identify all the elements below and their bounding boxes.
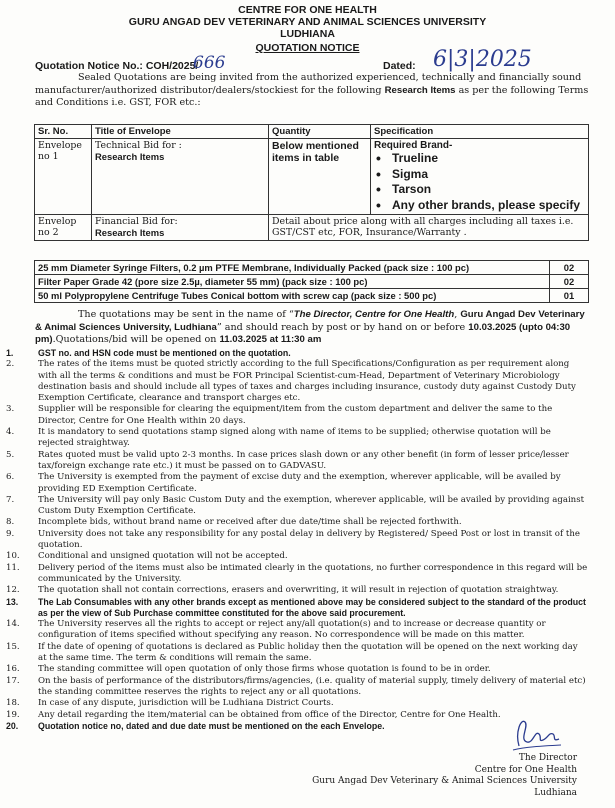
signature-block	[0, 753, 577, 799]
item-row	[35, 261, 589, 275]
term-text: The Lab Consumables with any other brands except as mentioned above may be considered subject to the standard of the product as per the view of Sub Purchase committee constituted for the above said procurement.	[38, 596, 586, 618]
intro-text-bold: Research Items	[384, 84, 456, 96]
term-text: If the date of opening of quotations is declared as Public holiday then the quotation will be opened on the next working day at the same time. The term & conditions will remain the same.	[38, 641, 578, 664]
term-number: 17.	[6, 675, 20, 686]
item-qty: 02	[550, 261, 589, 275]
brand-item: • Sigma	[392, 167, 585, 183]
dated-label: Dated:	[383, 60, 416, 72]
term-text: Rates quoted must be valid upto 2-3 months. In case prices slash down or any other benefit (in form of lesser price/lesser tax/foreign exchange rate etc.) it must be passed on to GADVASU.	[38, 449, 569, 471]
term-item	[6, 619, 588, 642]
term-item	[6, 664, 588, 675]
term-number: 7.	[6, 494, 15, 505]
signature-centre: Centre for One Health	[474, 764, 577, 775]
term-number: 15.	[6, 641, 20, 652]
term-text: GST no. and HSN code must be mentioned on the quotation.	[38, 348, 291, 358]
term-text: Conditional and unsigned quotation will not be accepted.	[38, 551, 288, 562]
term-number: 20.	[6, 720, 19, 731]
term-text: Quotation notice no, dated and due date must be mentioned on the each Envelope.	[38, 720, 385, 731]
envelope-table	[34, 124, 589, 241]
term-number: 5.	[6, 449, 15, 460]
term-number: 18.	[6, 698, 20, 709]
header-centre: CENTRE FOR ONE HEALTH	[238, 4, 377, 16]
due-date: 10.03.2025 (upto 04:30 pm)	[35, 321, 571, 346]
header-sr-no: Sr. No.	[35, 125, 92, 139]
date-handwritten: 6|3|2025	[433, 47, 532, 72]
term-item	[6, 642, 588, 665]
intro-text-2: as per the following Terms and Conditions i.e. GST, FOR etc.:	[35, 84, 589, 108]
term-number: 13.	[6, 596, 19, 607]
items-table	[34, 260, 589, 303]
envelope-1-title	[92, 139, 269, 215]
term-number: 10.	[6, 551, 20, 562]
term-number: 4.	[6, 427, 15, 438]
term-item	[6, 551, 588, 562]
envelope-2-title	[92, 215, 269, 241]
brand-item: • Trueline	[392, 151, 585, 167]
term-item	[6, 585, 588, 596]
envelope-table-header	[35, 125, 589, 139]
term-text: University does not take any responsibility for any postal delay in delivery by Registered/ Speed Post or lost in transit of the quotation.	[38, 528, 580, 551]
notice-title: QUOTATION NOTICE	[255, 42, 360, 54]
signature-university: Guru Angad Dev Veterinary & Animal Sciences University	[312, 776, 577, 786]
spec-heading: Required Brand-	[374, 140, 453, 151]
term-item	[6, 450, 588, 473]
submission-paragraph	[35, 309, 590, 347]
term-item	[6, 427, 588, 450]
term-text: The quotation shall not contain corrections, erasers and overwriting, it will result in rejection of quotation straightway.	[38, 585, 559, 596]
envelope-row-2	[35, 215, 589, 241]
term-item	[6, 676, 588, 699]
submission-text: The quotations may be sent in the name of “	[78, 309, 294, 320]
term-text: The standing committee will open quotation of only those firms whose quotation is found to be in order.	[38, 664, 491, 675]
submission-text: ” and should reach by post or by hand on or before	[216, 321, 469, 333]
term-item	[6, 529, 588, 552]
term-item	[6, 517, 588, 528]
term-item	[6, 710, 588, 721]
notice-number-handwritten: 666	[193, 53, 226, 73]
intro-text-1: Sealed Quotations are being invited from the authorized experienced, technically and financially sound manufacturer/authorized distributor/dealers/stockiest for the following	[35, 72, 582, 96]
addressee-name: The Director, Centre for One Health	[293, 309, 455, 320]
item-name: 50 ml Polypropylene Centrifuge Tubes Conical bottom with screw cap (pack size : 500 pc)	[35, 289, 550, 303]
item-name: 25 mm Diameter Syringe Filters, 0.2 µm PTFE Membrane, Individually Packed (pack size : 100 pc)	[35, 261, 550, 275]
envelope-2-sr: Envelop no 2	[35, 215, 92, 241]
header-title: Title of Envelope	[92, 125, 269, 139]
signature-title: The Director	[518, 753, 577, 763]
term-number: 6.	[6, 472, 15, 483]
envelope-1-title-line2: Research Items	[95, 151, 165, 162]
term-number: 16.	[6, 664, 20, 675]
envelope-2-detail: Detail about price along with all charges including all taxes i.e. GST/CST etc, FOR, Insurance/Warranty .	[269, 215, 589, 241]
opening-date: 11.03.2025 at 11:30 am	[219, 334, 322, 346]
envelope-row-1	[35, 139, 589, 215]
term-text: It is mandatory to send quotations stamp signed along with name of items to be supplied; otherwise quotation will be rejected straightway.	[38, 427, 551, 449]
term-number: 12.	[6, 585, 20, 596]
term-number: 1.	[6, 348, 14, 358]
terms-list	[6, 348, 588, 732]
item-row	[35, 275, 589, 289]
term-item	[6, 359, 588, 404]
term-item	[6, 348, 588, 359]
submission-text: ,	[454, 309, 461, 320]
term-number: 2.	[6, 359, 15, 370]
envelope-2-title-line2: Research Items	[95, 227, 165, 238]
signature-city: Ludhiana	[534, 787, 577, 798]
term-item	[6, 404, 588, 427]
envelope-1-sr: Envelope no 1	[35, 139, 92, 215]
term-text: On the basis of performance of the distributors/firms/agencies, (i.e. quality of material supply, timely delivery of material etc) the standing committee reserves the rights to reject any or all quotations.	[38, 675, 586, 697]
brand-item: • Any other brands, please specify	[392, 198, 585, 214]
term-text: The rates of the items must be quoted strictly according to the full Specifications/Configuration as per requirement along with all the terms & conditions and must be FOR Principal Scientist-cum-Head, Department of Veterinary Microbiology destination basis and should include all types of taxes and charges including insurance, custody duty against Custody Duty Exemption Certificate, clearance and transport charges etc.	[38, 359, 576, 404]
notice-number-label: Quotation Notice No.: COH/2025/	[35, 60, 199, 72]
header-specification: Specification	[371, 125, 589, 139]
term-text: The University is exempted from the payment of excise duty and the exemption, wherever applicable, will be availed by providing ED Exemption Certificate.	[38, 472, 561, 494]
term-item	[6, 472, 588, 495]
term-number: 3.	[6, 404, 15, 415]
term-text: Delivery period of the items must also be intimated clearly in the quotations, no further correspondence in this regard will be communicated by the University.	[38, 562, 588, 584]
intro-paragraph	[35, 72, 590, 110]
header-city: LUDHIANA	[280, 28, 335, 40]
term-item	[6, 495, 588, 518]
term-number: 9.	[6, 528, 15, 539]
term-text: Any detail regarding the item/material can be obtained from office of the Director, Centre for One Health.	[38, 709, 501, 720]
brand-item: • Tarson	[392, 182, 585, 198]
term-number: 14.	[6, 619, 20, 630]
submission-text: .Quotations/bid will be opened on	[52, 334, 220, 346]
university-name: Guru Angad Dev Veterinary & Animal Sciences University, Ludhiana	[35, 309, 585, 333]
term-number: 8.	[6, 517, 15, 528]
term-text: The University will pay only Basic Custom Duty and the exemption, wherever applicable, will be availed by providing against Custom Duty Exemption Certificate.	[38, 494, 585, 517]
header-quantity: Quantity	[269, 125, 371, 139]
envelope-1-quantity: Below mentioned items in table	[269, 139, 371, 215]
envelope-1-title-line1: Technical Bid for :	[95, 140, 182, 151]
term-item	[6, 597, 588, 620]
term-number: 19.	[6, 709, 20, 720]
term-text: In case of any dispute, jurisdiction will be Ludhiana District Courts.	[38, 698, 334, 709]
item-qty: 01	[550, 289, 589, 303]
brand-list	[374, 151, 585, 213]
term-text: Incomplete bids, without brand name or received after due date/time shall be rejected forthwith.	[38, 517, 462, 528]
header-university: GURU ANGAD DEV VETERINARY AND ANIMAL SCIENCES UNIVERSITY	[128, 16, 487, 28]
term-number: 11.	[6, 562, 20, 573]
term-text: The University reserves all the rights to accept or reject any/all quotation(s) and to increase or decrease quantity or configuration of items specified without specifying any reason. No correspondence will be made on this matter.	[38, 619, 546, 641]
envelope-1-specification	[371, 139, 589, 215]
director-signature	[505, 712, 565, 754]
item-row	[35, 289, 589, 303]
term-item	[6, 563, 588, 586]
item-qty: 02	[550, 275, 589, 289]
envelope-2-title-line1: Financial Bid for:	[95, 216, 178, 227]
item-name: Filter Paper Grade 42 (pore size 2.5µ, diameter 55 mm) (pack size : 100 pc)	[35, 275, 550, 289]
term-item	[6, 721, 588, 732]
term-item	[6, 698, 588, 709]
term-text: Supplier will be responsible for clearing the equipment/item from the custom department and deliver the same to the Director, Centre for One Health within 20 days.	[38, 404, 553, 426]
